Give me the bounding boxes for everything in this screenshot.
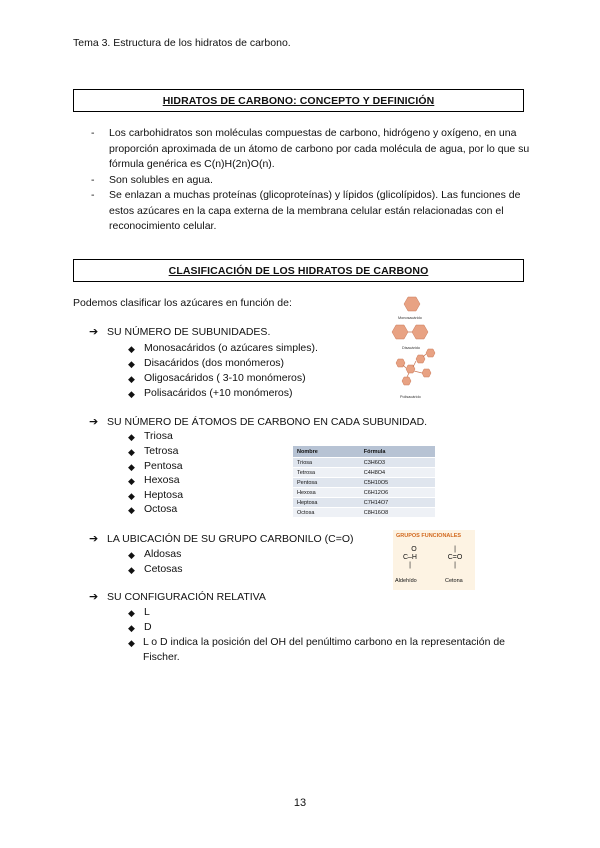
table-row: Triosa C3H6O3 — [293, 458, 435, 468]
section-title: CLASIFICACIÓN DE LOS HIDRATOS DE CARBONO — [168, 264, 429, 277]
diamond-bullet-icon: ◆ — [128, 505, 135, 515]
group-heading: ➔ LA UBICACIÓN DE SU GRUPO CARBONILO (C=O) — [89, 532, 354, 545]
figure-label: Monosacárido — [398, 316, 422, 320]
section-title-box — [73, 89, 524, 112]
diamond-bullet-icon: ◆ — [128, 476, 135, 486]
group-heading: ➔ SU NÚMERO DE SUBUNIDADES. — [89, 325, 271, 338]
aldehyde-structure: O C–H | — [402, 546, 417, 569]
formula-table — [293, 446, 435, 517]
table-row: Heptosa C7H14O7 — [293, 498, 435, 508]
disaccharide-shape — [412, 325, 428, 339]
section-title: HIDRATOS DE CARBONO: CONCEPTO Y DEFINICIÓN — [162, 94, 435, 107]
aldehyde-label: Aldehído — [395, 578, 417, 584]
table-row: Pentosa C5H10O5 — [293, 478, 435, 488]
diamond-bullet-icon: ◆ — [128, 432, 135, 442]
list-item: - Se enlazan a muchas proteínas (glicoproteínas) y lípidos (glicolípidos). Las funciones de estos azúcares en la capa externa de la membrana celular están relacionadas con el reconocimiento celular. — [91, 189, 521, 232]
disaccharide-shape — [392, 325, 408, 339]
section-title-box — [73, 259, 524, 282]
diamond-bullet-icon: ◆ — [128, 447, 135, 457]
definition-list — [91, 126, 531, 235]
list-item: ◆ Cetosas — [128, 562, 183, 578]
diamond-bullet-icon: ◆ — [128, 374, 135, 384]
table-row: Octosa C8H16O8 — [293, 508, 435, 518]
functional-groups-figure — [393, 530, 475, 590]
figure-label: Disacárido — [402, 346, 420, 350]
diamond-bullet-icon: ◆ — [128, 491, 135, 501]
group-heading: ➔ SU CONFIGURACIÓN RELATIVA — [89, 590, 266, 603]
table-row: Tetrosa C4H8O4 — [293, 468, 435, 478]
table-header: Nombre — [293, 446, 360, 458]
list-item: ◆ Octosa — [128, 502, 177, 518]
diamond-bullet-icon: ◆ — [128, 608, 135, 618]
diamond-bullet-icon: ◆ — [128, 565, 135, 575]
diamond-bullet-icon: ◆ — [128, 389, 135, 399]
ketone-label: Cetona — [445, 578, 463, 584]
arrow-icon: ➔ — [89, 533, 99, 545]
list-item: ◆ Pentosa — [128, 459, 183, 475]
figure-label: Polisacárido — [400, 395, 421, 399]
arrow-icon: ➔ — [89, 416, 99, 428]
diamond-bullet-icon: ◆ — [128, 623, 135, 633]
list-item: ◆ Hexosa — [128, 473, 180, 489]
list-item: ◆ Monosacáridos (o azúcares simples). — [128, 341, 318, 357]
list-item: ◆ Polisacáridos (+10 monómeros) — [128, 386, 293, 402]
group-heading: ➔ SU NÚMERO DE ÁTOMOS DE CARBONO EN CADA SUBUNIDAD. — [89, 415, 428, 428]
arrow-icon: ➔ — [89, 591, 99, 603]
sugar-structures-figure — [386, 293, 446, 403]
ketone-structure: | C=O | — [447, 546, 463, 569]
list-item: ◆ Disacáridos (dos monómeros) — [128, 356, 284, 372]
table-row: Hexosa C6H12O6 — [293, 488, 435, 498]
list-item: ◆ D — [128, 620, 152, 636]
list-item: - Son solubles en agua. — [91, 173, 213, 186]
list-item: ◆ Tetrosa — [128, 444, 178, 460]
list-item: ◆ Triosa — [128, 429, 173, 445]
list-item: ◆ Heptosa — [128, 488, 183, 504]
classification-intro: Podemos clasificar los azúcares en función de: — [73, 297, 292, 309]
list-item: ◆ L — [128, 605, 150, 621]
diamond-bullet-icon: ◆ — [128, 359, 135, 369]
list-item: ◆ Aldosas — [128, 547, 181, 563]
diamond-bullet-icon: ◆ — [128, 550, 135, 560]
list-item: - Los carbohidratos son moléculas compuestas de carbono, hidrógeno y oxígeno, en una proporción aproximada de un átomo de carbono por cada molécula de agua, por lo que su fórmula genérica es C(n)H(2n)O(n). — [91, 127, 530, 170]
table-header: Fórmula — [360, 446, 435, 458]
page-number: 13 — [293, 797, 307, 809]
monosaccharide-shape — [404, 297, 420, 311]
list-item: ◆ Oligosacáridos ( 3-10 monómeros) — [128, 371, 306, 387]
diamond-bullet-icon: ◆ — [128, 462, 135, 472]
document-header: Tema 3. Estructura de los hidratos de carbono. — [73, 37, 291, 49]
arrow-icon: ➔ — [89, 326, 99, 338]
diamond-bullet-icon: ◆ — [128, 638, 135, 648]
list-item: ◆ L o D indica la posición del OH del penúltimo carbono en la representación de Fischer. — [128, 636, 506, 663]
diamond-bullet-icon: ◆ — [128, 344, 135, 354]
figure-title: GRUPOS FUNCIONALES — [396, 533, 462, 539]
